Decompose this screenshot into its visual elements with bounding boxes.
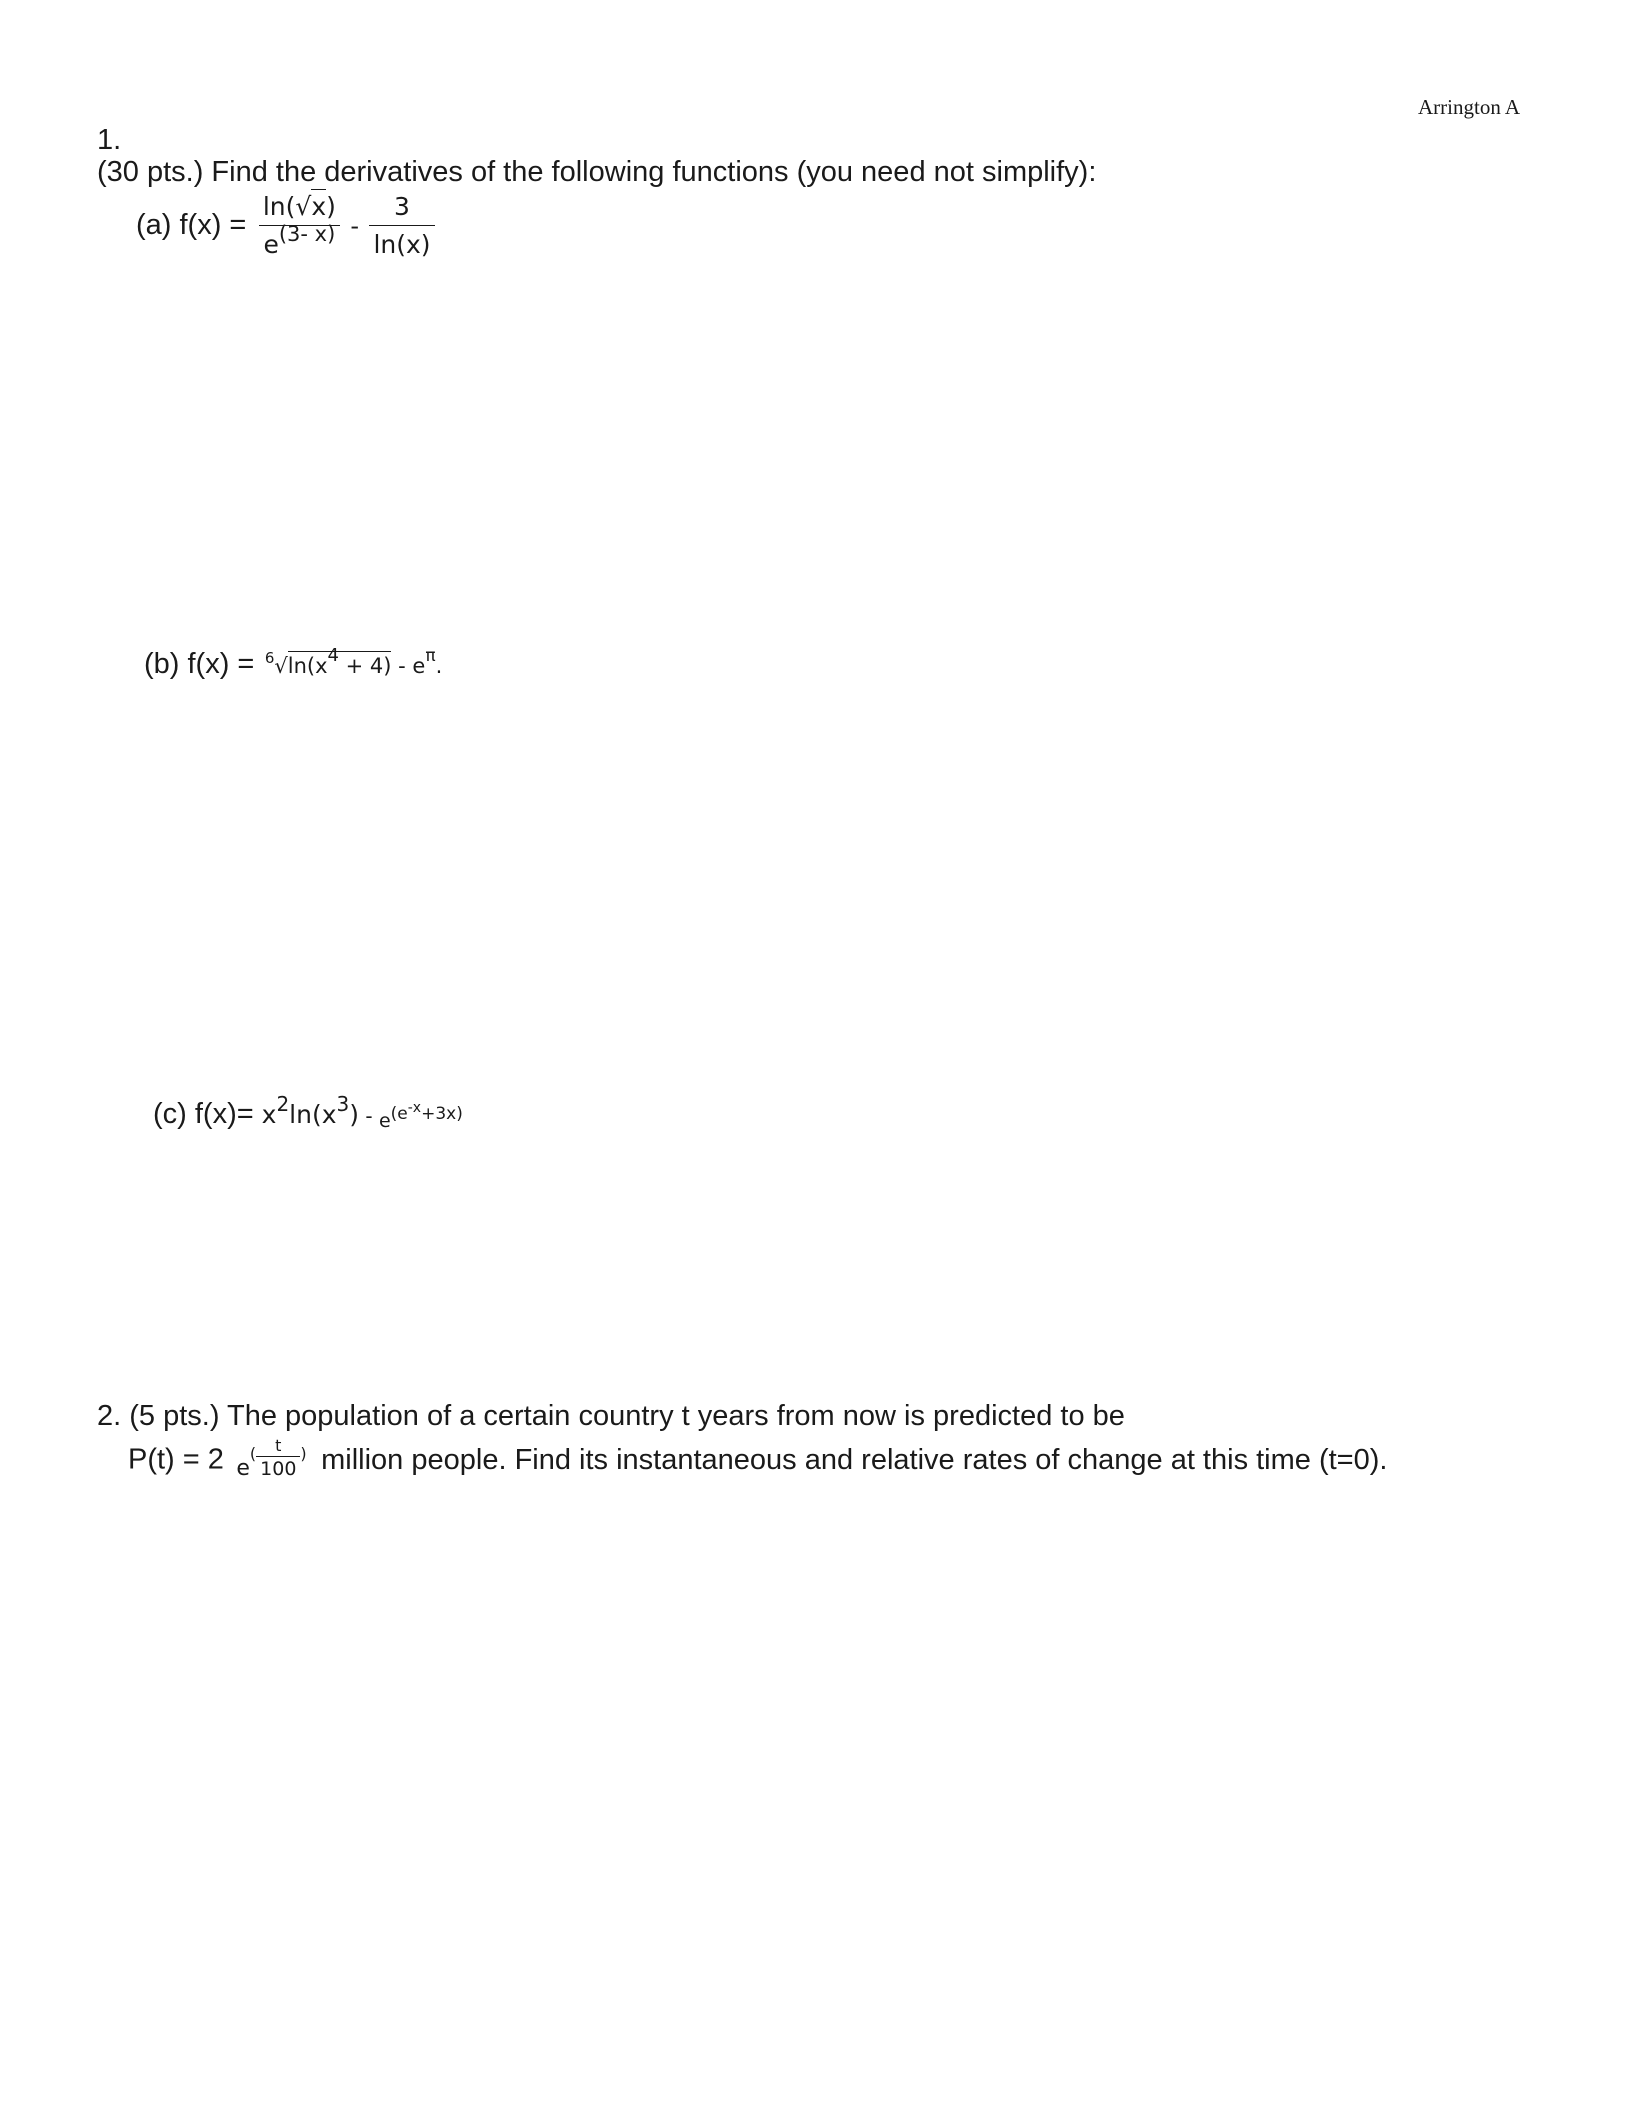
part-a-minus: - bbox=[350, 211, 359, 240]
minus: - bbox=[359, 1104, 379, 1128]
radicand-tail: + 4) bbox=[338, 654, 392, 678]
exponent-open-paren: ( bbox=[249, 1443, 257, 1463]
e-base: e bbox=[236, 1455, 250, 1481]
x-base: x bbox=[253, 1100, 277, 1129]
student-name: Arrington A bbox=[1418, 95, 1521, 119]
ln-open: ln( bbox=[262, 192, 296, 221]
part-a-fraction-2 bbox=[369, 192, 434, 259]
part-c bbox=[153, 1092, 463, 1132]
ln-term: ln(x bbox=[289, 1100, 337, 1129]
e-exponent: (3- x) bbox=[278, 222, 336, 246]
p-of-t-exponential bbox=[236, 1438, 306, 1482]
sqrt-icon: √ bbox=[295, 192, 312, 221]
root-icon: √ bbox=[274, 654, 288, 678]
inner-exponent: 3 bbox=[336, 1092, 350, 1116]
problem-1-number: 1. bbox=[97, 124, 122, 156]
part-a-fraction-2-numerator: 3 bbox=[369, 192, 434, 226]
p-of-t-label: P(t) = 2 bbox=[128, 1443, 224, 1476]
exponent-close-paren: ) bbox=[300, 1443, 307, 1463]
part-b-radicand bbox=[287, 645, 392, 678]
part-a bbox=[136, 192, 435, 259]
part-c-expression bbox=[253, 1092, 463, 1132]
part-b-expression bbox=[264, 645, 443, 678]
e-base: e bbox=[378, 1110, 391, 1132]
part-b-label: (b) f(x) = bbox=[144, 648, 255, 680]
part-b bbox=[144, 645, 443, 681]
part-c-label: (c) f(x)= bbox=[153, 1098, 254, 1130]
radicand-ln: ln(x bbox=[287, 654, 328, 678]
root-index: 6 bbox=[264, 649, 275, 667]
pi-exponent: π bbox=[425, 646, 436, 666]
minus-e: - e bbox=[391, 654, 426, 678]
part-a-fraction-1-denominator bbox=[259, 222, 340, 259]
part-a-fraction-1-numerator bbox=[259, 192, 340, 226]
sqrt-radicand: x bbox=[311, 189, 326, 221]
e-base: e bbox=[263, 230, 279, 259]
problem-2-formula-line bbox=[128, 1438, 1387, 1482]
e-exponent: $(e^{-x}+3x)$ bbox=[390, 1100, 463, 1124]
part-a-fraction-1 bbox=[259, 192, 340, 259]
part-a-fraction-2-denominator: ln(x) bbox=[373, 230, 431, 259]
problem-1-instructions: (30 pts.) Find the derivatives of the following functions (you need not simplify): bbox=[97, 156, 1097, 188]
problem-2-question: million people. Find its instantaneous and relative rates of change at this time (t=0). bbox=[321, 1443, 1388, 1476]
exponent-numerator: t bbox=[256, 1436, 300, 1457]
x-exponent: 2 bbox=[276, 1092, 290, 1116]
exponent-denominator: 100 bbox=[260, 1458, 297, 1480]
exponent-fraction bbox=[256, 1436, 300, 1480]
part-a-label: (a) f(x) = bbox=[136, 209, 247, 241]
problem-2-statement: 2. (5 pts.) The population of a certain country t years from now is predicted to be bbox=[97, 1400, 1125, 1432]
radicand-exponent: 4 bbox=[327, 645, 339, 666]
ln-close: ) bbox=[349, 1100, 360, 1129]
period: . bbox=[435, 654, 443, 678]
ln-close: ) bbox=[326, 192, 336, 221]
